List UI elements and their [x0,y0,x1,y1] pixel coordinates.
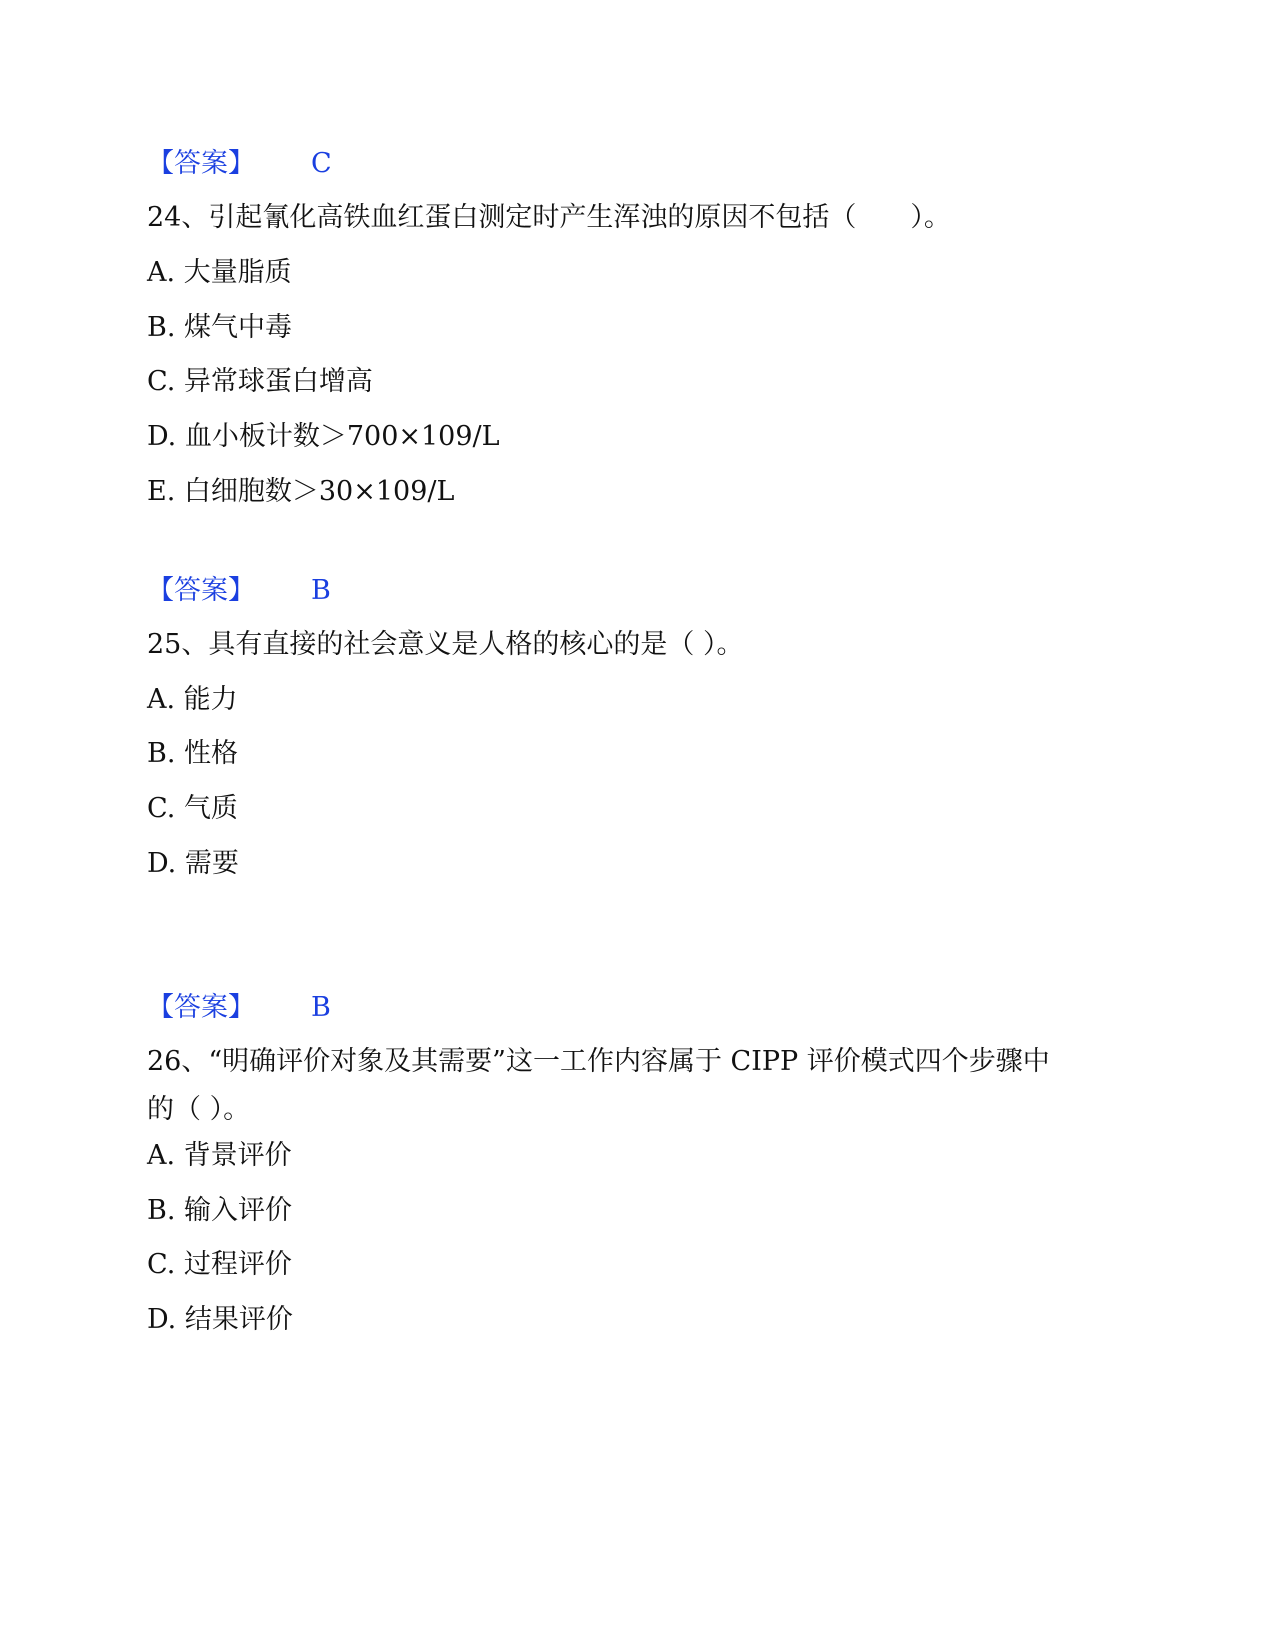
answer-23 [147,146,332,182]
question-26-option-c: C. 过程评价 [147,1249,292,1280]
question-26-stem-line-2: 的（ ）。 [147,1094,251,1125]
answer-label: 【答案】 [147,992,255,1023]
question-24-stem: 24、引起氰化高铁血红蛋白测定时产生浑浊的原因不包括（ ）。 [147,202,951,233]
question-25-option-c: C. 气质 [147,793,238,824]
question-26-option-a: A. 背景评价 [147,1140,292,1171]
answer-value: B [311,992,331,1023]
question-26-option-d: D. 结果评价 [147,1304,293,1335]
question-25-option-a: A. 能力 [147,684,238,715]
answer-value: C [311,148,332,179]
question-25-stem: 25、具有直接的社会意义是人格的核心的是（ ）。 [147,629,744,660]
question-24-option-e: E. 白细胞数＞30×109/L [147,476,455,507]
answer-value: B [311,575,331,606]
question-24-option-d: D. 血小板计数＞700×109/L [147,421,500,452]
answer-25 [147,990,331,1026]
answer-label: 【答案】 [147,575,255,606]
question-25-option-d: D. 需要 [147,848,239,879]
answer-24 [147,573,331,609]
question-24-option-b: B. 煤气中毒 [147,312,293,343]
answer-label: 【答案】 [147,148,255,179]
question-25-option-b: B. 性格 [147,738,239,769]
question-26-stem-line-1: 26、“明确评价对象及其需要”这一工作内容属于 CIPP 评价模式四个步骤中 [147,1046,1050,1077]
question-26-option-b: B. 输入评价 [147,1195,293,1226]
question-24-option-a: A. 大量脂质 [147,257,292,288]
question-24-option-c: C. 异常球蛋白增高 [147,366,373,397]
